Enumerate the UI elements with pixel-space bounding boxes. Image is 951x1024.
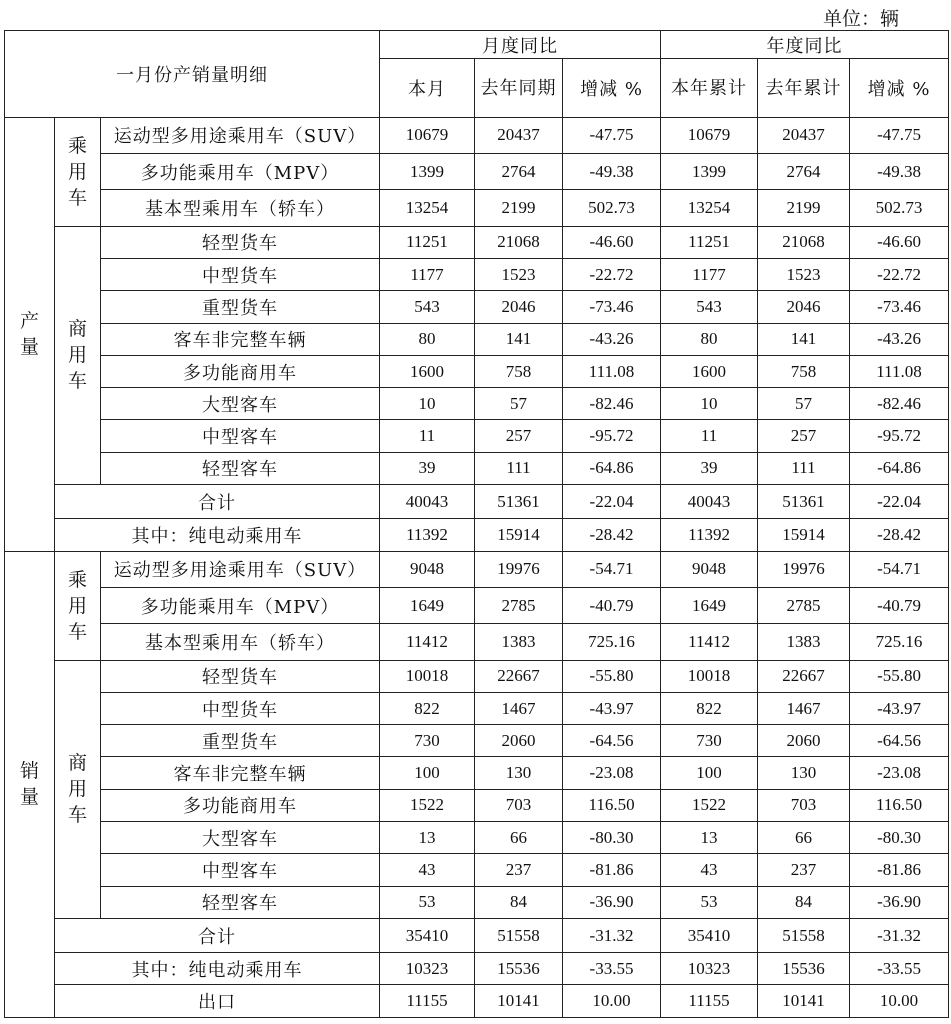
monthly-change-pct-cell: 502.73 [563, 190, 661, 226]
monthly-change-pct-cell: -82.46 [563, 388, 661, 420]
table-row [5, 822, 949, 854]
ytd-cell: 39 [661, 452, 758, 484]
yearly-change-pct-cell: -73.46 [850, 291, 949, 323]
this-month-cell: 543 [380, 291, 475, 323]
row-label: 多功能商用车 [101, 355, 380, 387]
monthly-change-pct-cell: -46.60 [563, 226, 661, 258]
ytd-cell: 1522 [661, 789, 758, 821]
ytd-cell: 40043 [661, 485, 758, 519]
sales-total-row [5, 918, 949, 952]
ytd-cell: 80 [661, 323, 758, 355]
last-ytd-cell: 57 [758, 388, 850, 420]
sales-ev-row [5, 953, 949, 985]
production-total-label: 合计 [55, 485, 380, 519]
monthly-change-pct-cell: -55.80 [563, 660, 661, 692]
row-label: 轻型客车 [101, 886, 380, 918]
sales-export-row [5, 985, 949, 1018]
ytd-cell: 13 [661, 822, 758, 854]
last-ytd-cell: 703 [758, 789, 850, 821]
table-row [5, 388, 949, 420]
row-label: 大型客车 [101, 822, 380, 854]
row-label: 运动型多用途乘用车（SUV） [101, 551, 380, 587]
this-month-cell: 11 [380, 420, 475, 452]
this-month-cell: 822 [380, 692, 475, 724]
row-label: 中型货车 [101, 259, 380, 291]
header-monthly: 月度同比 [380, 31, 661, 59]
yearly-change-pct-cell: -95.72 [850, 420, 949, 452]
last-year-same-cell: 1383 [475, 624, 563, 660]
yearly-change-pct-cell: 10.00 [850, 985, 949, 1018]
table-row [5, 323, 949, 355]
last-year-same-cell: 57 [475, 388, 563, 420]
sales-passenger-group-label [55, 551, 101, 660]
ytd-cell: 9048 [661, 551, 758, 587]
last-ytd-cell: 20437 [758, 117, 850, 153]
last-ytd-cell: 19976 [758, 551, 850, 587]
last-ytd-cell: 21068 [758, 226, 850, 258]
row-label: 多功能商用车 [101, 789, 380, 821]
sales-commercial-group-label-text: 商用车 [68, 752, 88, 827]
ytd-cell: 10018 [661, 660, 758, 692]
table-row [5, 551, 949, 587]
this-month-cell: 9048 [380, 551, 475, 587]
this-month-cell: 1177 [380, 259, 475, 291]
production-commercial-group-label-text: 商用车 [68, 318, 88, 393]
row-label: 基本型乘用车（轿车） [101, 624, 380, 660]
last-ytd-cell: 257 [758, 420, 850, 452]
production-commercial-group-label [55, 226, 101, 484]
last-ytd-cell: 66 [758, 822, 850, 854]
row-label: 中型货车 [101, 692, 380, 724]
last-year-same-cell: 703 [475, 789, 563, 821]
last-ytd-cell: 141 [758, 323, 850, 355]
production-passenger-group-label [55, 117, 101, 226]
monthly-change-pct-cell: -40.79 [563, 587, 661, 623]
last-ytd-cell: 84 [758, 886, 850, 918]
monthly-change-pct-cell: -47.75 [563, 117, 661, 153]
yearly-change-pct-cell: -64.56 [850, 725, 949, 757]
row-label: 多功能乘用车（MPV） [101, 587, 380, 623]
last-ytd-cell: 22667 [758, 660, 850, 692]
last-year-same-cell: 15914 [475, 519, 563, 551]
yearly-change-pct-cell: 725.16 [850, 624, 949, 660]
this-month-cell: 39 [380, 452, 475, 484]
this-month-cell: 43 [380, 854, 475, 886]
ytd-cell: 35410 [661, 918, 758, 952]
production-ev-label: 其中：纯电动乘用车 [55, 519, 380, 551]
table-row [5, 420, 949, 452]
header-row [5, 31, 949, 59]
monthly-change-pct-cell: -64.56 [563, 725, 661, 757]
production-sales-table [4, 30, 949, 1018]
table-row [5, 757, 949, 789]
monthly-change-pct-cell: -28.42 [563, 519, 661, 551]
ytd-cell: 11412 [661, 624, 758, 660]
last-year-same-cell: 84 [475, 886, 563, 918]
ytd-cell: 11251 [661, 226, 758, 258]
ytd-cell: 1399 [661, 154, 758, 190]
last-year-same-cell: 10141 [475, 985, 563, 1018]
sales-total-label: 合计 [55, 918, 380, 952]
last-ytd-cell: 237 [758, 854, 850, 886]
ytd-cell: 13254 [661, 190, 758, 226]
this-month-cell: 13 [380, 822, 475, 854]
yearly-change-pct-cell: -43.26 [850, 323, 949, 355]
ytd-cell: 822 [661, 692, 758, 724]
production-section-label [5, 117, 55, 551]
last-year-same-cell: 130 [475, 757, 563, 789]
table-row [5, 190, 949, 226]
this-month-cell: 11155 [380, 985, 475, 1018]
last-year-same-cell: 141 [475, 323, 563, 355]
yearly-change-pct-cell: -36.90 [850, 886, 949, 918]
row-label: 轻型货车 [101, 660, 380, 692]
monthly-change-pct-cell: -22.72 [563, 259, 661, 291]
yearly-change-pct-cell: 111.08 [850, 355, 949, 387]
sales-ev-label: 其中：纯电动乘用车 [55, 953, 380, 985]
production-total-row [5, 485, 949, 519]
last-year-same-cell: 22667 [475, 660, 563, 692]
monthly-change-pct-cell: -33.55 [563, 953, 661, 985]
last-ytd-cell: 2785 [758, 587, 850, 623]
table-row [5, 117, 949, 153]
yearly-change-pct-cell: -81.86 [850, 854, 949, 886]
last-ytd-cell: 758 [758, 355, 850, 387]
ytd-cell: 10679 [661, 117, 758, 153]
last-ytd-cell: 1467 [758, 692, 850, 724]
last-year-same-cell: 111 [475, 452, 563, 484]
yearly-change-pct-cell: 116.50 [850, 789, 949, 821]
ytd-cell: 730 [661, 725, 758, 757]
last-year-same-cell: 2764 [475, 154, 563, 190]
table-row [5, 624, 949, 660]
row-label: 重型货车 [101, 725, 380, 757]
yearly-change-pct-cell: -40.79 [850, 587, 949, 623]
yearly-change-pct-cell: -43.97 [850, 692, 949, 724]
row-label: 客车非完整车辆 [101, 323, 380, 355]
sales-section-label [5, 551, 55, 1017]
last-ytd-cell: 2060 [758, 725, 850, 757]
this-month-cell: 11392 [380, 519, 475, 551]
monthly-change-pct-cell: 10.00 [563, 985, 661, 1018]
table-row [5, 692, 949, 724]
this-month-cell: 10 [380, 388, 475, 420]
monthly-change-pct-cell: -43.97 [563, 692, 661, 724]
ytd-cell: 43 [661, 854, 758, 886]
row-label: 运动型多用途乘用车（SUV） [101, 117, 380, 153]
yearly-change-pct-cell: -54.71 [850, 551, 949, 587]
yearly-change-pct-cell: -46.60 [850, 226, 949, 258]
ytd-cell: 11392 [661, 519, 758, 551]
this-month-cell: 40043 [380, 485, 475, 519]
yearly-change-pct-cell: -80.30 [850, 822, 949, 854]
production-ev-row [5, 519, 949, 551]
last-year-same-cell: 1467 [475, 692, 563, 724]
table-row [5, 226, 949, 258]
last-year-same-cell: 758 [475, 355, 563, 387]
monthly-change-pct-cell: -64.86 [563, 452, 661, 484]
header-change-pct-yearly: 增减 % [850, 59, 949, 118]
monthly-change-pct-cell: -23.08 [563, 757, 661, 789]
this-month-cell: 11251 [380, 226, 475, 258]
last-year-same-cell: 1523 [475, 259, 563, 291]
ytd-cell: 11 [661, 420, 758, 452]
yearly-change-pct-cell: -33.55 [850, 953, 949, 985]
monthly-change-pct-cell: -54.71 [563, 551, 661, 587]
monthly-change-pct-cell: 111.08 [563, 355, 661, 387]
sales-section-label-text: 销量 [20, 760, 40, 809]
table-row [5, 452, 949, 484]
last-ytd-cell: 1383 [758, 624, 850, 660]
header-yearly: 年度同比 [661, 31, 949, 59]
this-month-cell: 100 [380, 757, 475, 789]
yearly-change-pct-cell: -49.38 [850, 154, 949, 190]
monthly-change-pct-cell: -73.46 [563, 291, 661, 323]
last-ytd-cell: 130 [758, 757, 850, 789]
last-ytd-cell: 111 [758, 452, 850, 484]
table-row [5, 789, 949, 821]
table-row [5, 886, 949, 918]
row-label: 中型客车 [101, 854, 380, 886]
yearly-change-pct-cell: -47.75 [850, 117, 949, 153]
this-month-cell: 35410 [380, 918, 475, 952]
monthly-change-pct-cell: 116.50 [563, 789, 661, 821]
ytd-cell: 10 [661, 388, 758, 420]
monthly-change-pct-cell: -95.72 [563, 420, 661, 452]
yearly-change-pct-cell: -82.46 [850, 388, 949, 420]
ytd-cell: 1600 [661, 355, 758, 387]
last-ytd-cell: 2199 [758, 190, 850, 226]
last-year-same-cell: 237 [475, 854, 563, 886]
table-row [5, 725, 949, 757]
last-year-same-cell: 66 [475, 822, 563, 854]
ytd-cell: 100 [661, 757, 758, 789]
ytd-cell: 10323 [661, 953, 758, 985]
last-ytd-cell: 10141 [758, 985, 850, 1018]
last-year-same-cell: 15536 [475, 953, 563, 985]
unit-label: 单位：辆 [822, 8, 899, 30]
sales-passenger-group-label-text: 乘用车 [68, 568, 88, 643]
production-section-label-text: 产量 [20, 310, 40, 359]
yearly-change-pct-cell: -31.32 [850, 918, 949, 952]
header-this-month: 本月 [380, 59, 475, 118]
monthly-change-pct-cell: -80.30 [563, 822, 661, 854]
table-title: 一月份产销量明细 [5, 31, 380, 118]
this-month-cell: 1399 [380, 154, 475, 190]
row-label: 重型货车 [101, 291, 380, 323]
sales-export-label: 出口 [55, 985, 380, 1018]
last-year-same-cell: 257 [475, 420, 563, 452]
ytd-cell: 11155 [661, 985, 758, 1018]
row-label: 多功能乘用车（MPV） [101, 154, 380, 190]
this-month-cell: 10323 [380, 953, 475, 985]
last-year-same-cell: 2046 [475, 291, 563, 323]
last-year-same-cell: 20437 [475, 117, 563, 153]
monthly-change-pct-cell: 725.16 [563, 624, 661, 660]
last-year-same-cell: 2785 [475, 587, 563, 623]
row-label: 中型客车 [101, 420, 380, 452]
last-year-same-cell: 2060 [475, 725, 563, 757]
yearly-change-pct-cell: -22.72 [850, 259, 949, 291]
this-month-cell: 10018 [380, 660, 475, 692]
this-month-cell: 1522 [380, 789, 475, 821]
table-row [5, 291, 949, 323]
last-ytd-cell: 51558 [758, 918, 850, 952]
row-label: 客车非完整车辆 [101, 757, 380, 789]
yearly-change-pct-cell: -22.04 [850, 485, 949, 519]
header-change-pct: 增减 % [563, 59, 661, 118]
this-month-cell: 730 [380, 725, 475, 757]
table-row [5, 154, 949, 190]
sales-commercial-group-label [55, 660, 101, 918]
monthly-change-pct-cell: -36.90 [563, 886, 661, 918]
last-ytd-cell: 51361 [758, 485, 850, 519]
header-ytd: 本年累计 [661, 59, 758, 118]
last-ytd-cell: 1523 [758, 259, 850, 291]
monthly-change-pct-cell: -31.32 [563, 918, 661, 952]
table-row [5, 587, 949, 623]
yearly-change-pct-cell: -28.42 [850, 519, 949, 551]
last-year-same-cell: 51558 [475, 918, 563, 952]
monthly-change-pct-cell: -43.26 [563, 323, 661, 355]
last-year-same-cell: 19976 [475, 551, 563, 587]
this-month-cell: 1649 [380, 587, 475, 623]
this-month-cell: 80 [380, 323, 475, 355]
ytd-cell: 53 [661, 886, 758, 918]
this-month-cell: 1600 [380, 355, 475, 387]
table-row [5, 355, 949, 387]
last-year-same-cell: 51361 [475, 485, 563, 519]
monthly-change-pct-cell: -49.38 [563, 154, 661, 190]
yearly-change-pct-cell: 502.73 [850, 190, 949, 226]
last-ytd-cell: 2046 [758, 291, 850, 323]
last-ytd-cell: 15536 [758, 953, 850, 985]
last-ytd-cell: 2764 [758, 154, 850, 190]
yearly-change-pct-cell: -64.86 [850, 452, 949, 484]
last-year-same-cell: 2199 [475, 190, 563, 226]
yearly-change-pct-cell: -23.08 [850, 757, 949, 789]
row-label: 轻型客车 [101, 452, 380, 484]
row-label: 轻型货车 [101, 226, 380, 258]
row-label: 基本型乘用车（轿车） [101, 190, 380, 226]
row-label: 大型客车 [101, 388, 380, 420]
this-month-cell: 53 [380, 886, 475, 918]
table-row [5, 660, 949, 692]
monthly-change-pct-cell: -81.86 [563, 854, 661, 886]
last-year-same-cell: 21068 [475, 226, 563, 258]
this-month-cell: 11412 [380, 624, 475, 660]
ytd-cell: 1177 [661, 259, 758, 291]
ytd-cell: 1649 [661, 587, 758, 623]
last-ytd-cell: 15914 [758, 519, 850, 551]
table-row [5, 259, 949, 291]
ytd-cell: 543 [661, 291, 758, 323]
monthly-change-pct-cell: -22.04 [563, 485, 661, 519]
this-month-cell: 10679 [380, 117, 475, 153]
header-last-year-same: 去年同期 [475, 59, 563, 118]
yearly-change-pct-cell: -55.80 [850, 660, 949, 692]
table-row [5, 854, 949, 886]
this-month-cell: 13254 [380, 190, 475, 226]
header-last-ytd: 去年累计 [758, 59, 850, 118]
production-passenger-group-label-text: 乘用车 [68, 134, 88, 209]
